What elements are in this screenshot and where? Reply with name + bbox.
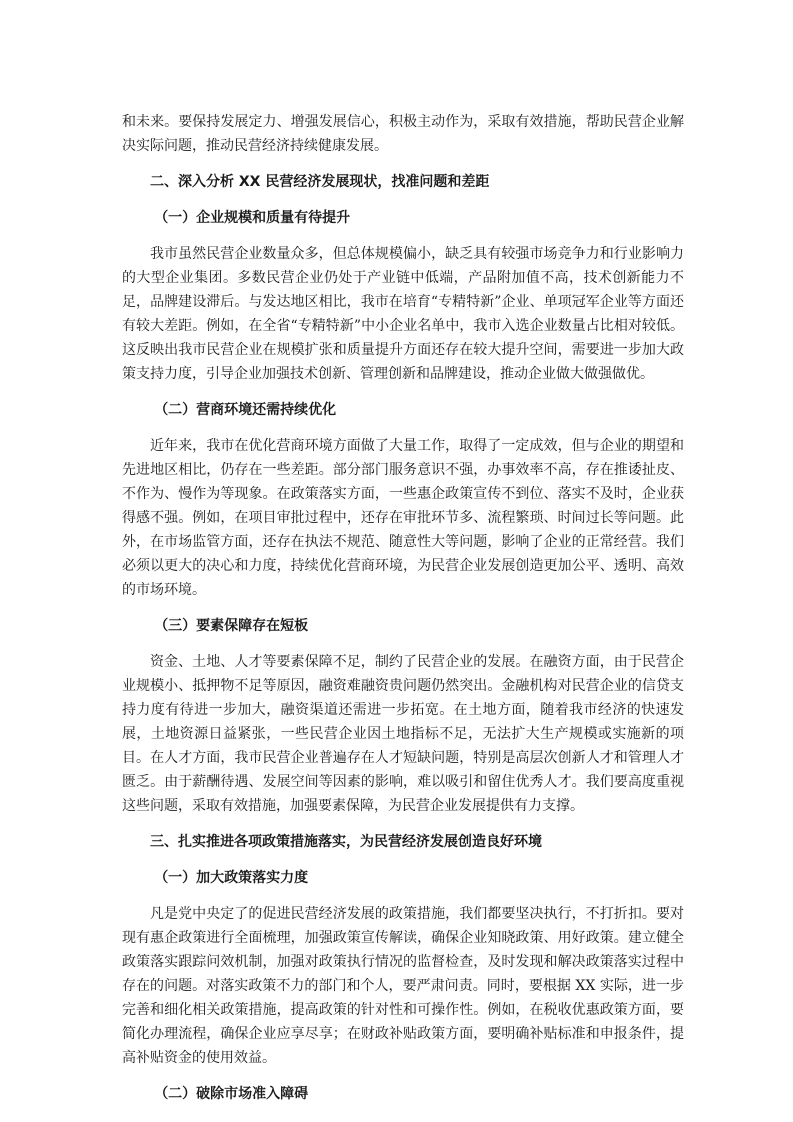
section-heading-3: 三、扎实推进各项政策措施落实，为民营经济发展创造良好环境 (150, 834, 542, 850)
paragraph-intro-continuation: 和未来。要保持发展定力、增强发展信心，积极主动作为，采取有效措施，帮助民营企业解决实际问题，推动民营经济持续健康发展。 (122, 114, 684, 154)
paragraph-policy-implementation: 凡是党中央定了的促进民营经济发展的政策措施，我们都要坚决执行，不打折扣。要对现有惠企政策进行全面梳理，加强政策宣传解读，确保企业知晓政策、用好政策。建立健全政策落实跟踪问效机制，加强对政策执行情况的监督检查，及时发现和解决政策落实过程中存在的问题。对落实政策不力的部门和个人，要严肃问责。同时，要根据 XX 实际，进一步完善和细化相关政策措施，提高政策的针对性和可操作性。例如，在税收优惠政策方面，要简化办理流程，确保企业应享尽享；在财政补贴政策方面，要明确补贴标准和申报条件，提高补贴资金的使用效益。 (122, 906, 684, 1066)
subsection-heading-2-3: （三）要素保障存在短板 (154, 618, 309, 634)
paragraph-business-environment: 近年来，我市在优化营商环境方面做了大量工作，取得了一定成效，但与企业的期望和先进地区相比，仍存在一些差距。部分部门服务意识不强，办事效率不高，存在推诿扯皮、不作为、慢作为等现象。在政策落实方面，一些惠企政策宣传不到位、落实不及时，企业获得感不强。例如，在项目审批过程中，还存在审批环节多、流程繁琐、时间过长等问题。此外，在市场监管方面，还存在执法不规范、随意性大等问题，影响了企业的正常经营。我们必须以更大的决心和力度，持续优化营商环境，为民营企业发展创造更加公平、透明、高效的市场环境。 (122, 438, 684, 598)
subsection-heading-2-2: （二）营商环境还需持续优化 (154, 402, 337, 418)
section-heading-2: 二、深入分析 XX 民营经济发展现状，找准问题和差距 (150, 174, 490, 190)
subsection-heading-3-1: （一）加大政策落实力度 (154, 870, 309, 886)
document-page (122, 110, 684, 1118)
subsection-heading-3-2: （二）破除市场准入障碍 (154, 1086, 309, 1102)
paragraph-factor-guarantee: 资金、土地、人才等要素保障不足，制约了民营企业的发展。在融资方面，由于民营企业规模小、抵押物不足等原因，融资难融资贵问题仍然突出。金融机构对民营企业的信贷支持力度有待进一步加大，融资渠道还需进一步拓宽。在土地方面，随着我市经济的快速发展，土地资源日益紧张，一些民营企业因土地指标不足，无法扩大生产规模或实施新的项目。在人才方面，我市民营企业普遍存在人才短缺问题，特别是高层次创新人才和管理人才匮乏。由于薪酬待遇、发展空间等因素的影响，难以吸引和留住优秀人才。我们要高度重视这些问题，采取有效措施，加强要素保障，为民营企业发展提供有力支撑。 (122, 654, 684, 814)
paragraph-enterprise-scale: 我市虽然民营企业数量众多，但总体规模偏小，缺乏具有较强市场竞争力和行业影响力的大型企业集团。多数民营企业仍处于产业链中低端，产品附加值不高，技术创新能力不足，品牌建设滞后。与发达地区相比，我市在培育“专精特新”企业、单项冠军企业等方面还有较大差距。例如，在全省“专精特新”中小企业名单中，我市入选企业数量占比相对较低。这反映出我市民营企业在规模扩张和质量提升方面还存在较大提升空间，需要进一步加大政策支持力度，引导企业加强技术创新、管理创新和品牌建设，推动企业做大做强做优。 (122, 246, 684, 382)
subsection-heading-2-1: （一）企业规模和质量有待提升 (154, 210, 351, 226)
